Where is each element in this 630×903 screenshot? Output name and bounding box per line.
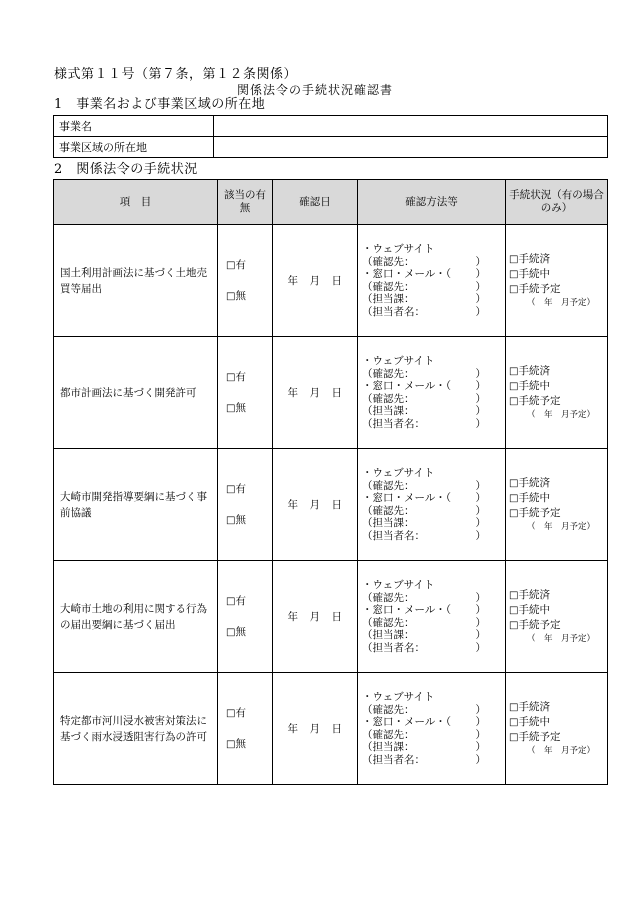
status-done-label: 手続済 (518, 365, 550, 377)
procedure-item-name: 大崎市土地の利用に関する行為の届出要綱に基づく届出 (54, 561, 218, 673)
method-counter-mail: ・窓口・メール・（ (362, 268, 452, 280)
project-name-row (54, 116, 608, 137)
checkbox-icon[interactable]: □ (509, 396, 519, 407)
applicable-cell (218, 561, 273, 673)
checkbox-icon[interactable]: □ (509, 590, 519, 601)
status-done-option[interactable] (509, 588, 606, 603)
method-counter-contact: （確認先： (362, 728, 415, 741)
status-in-progress-option[interactable] (509, 715, 606, 730)
status-in-progress-label: 手続中 (518, 716, 550, 728)
checkbox-icon[interactable]: □ (226, 483, 236, 495)
checkbox-icon[interactable]: □ (509, 620, 519, 631)
confirmation-date-field[interactable]: 年 月 日 (273, 449, 358, 561)
applicable-no-option[interactable] (226, 289, 271, 304)
checkbox-icon[interactable]: □ (226, 738, 236, 750)
checkbox-icon[interactable]: □ (509, 284, 519, 295)
method-person: （担当者名： (362, 753, 425, 766)
procedure-row (54, 225, 608, 337)
applicable-yes-option[interactable] (226, 706, 271, 721)
applicable-no-label: 無 (235, 513, 246, 526)
applicable-yes-option[interactable] (226, 370, 271, 385)
close-paren: ） (475, 504, 486, 517)
status-planned-label: 手続予定 (518, 731, 561, 743)
checkbox-icon[interactable]: □ (509, 269, 519, 280)
close-paren: ） (475, 280, 486, 293)
project-name-label: 事業名 (54, 116, 214, 137)
checkbox-icon[interactable]: □ (509, 732, 519, 743)
procedure-row (54, 449, 608, 561)
close-paren: ） (475, 753, 486, 766)
document-title: 関係法令の手続状況確認書 (236, 83, 393, 97)
form-number: 様式第１１号（第７条，第１２条関係） (54, 67, 298, 82)
close-paren: ） (475, 716, 486, 728)
checkbox-icon[interactable]: □ (509, 702, 519, 713)
procedure-item-name: 国土利用計画法に基づく土地売買等届出 (54, 225, 218, 337)
close-paren: ） (475, 405, 486, 417)
method-website-contact: （確認先： (362, 255, 415, 268)
confirmation-method-cell[interactable] (358, 225, 506, 337)
confirmation-method-cell[interactable] (358, 561, 506, 673)
project-info-table (53, 115, 608, 158)
close-paren: ） (475, 629, 486, 641)
applicable-no-option[interactable] (226, 625, 271, 640)
status-in-progress-label: 手続中 (518, 492, 550, 504)
status-in-progress-option[interactable] (509, 603, 606, 618)
checkbox-icon[interactable]: □ (509, 381, 519, 392)
close-paren: ） (475, 492, 486, 504)
close-paren: ） (475, 367, 486, 380)
applicable-yes-option[interactable] (226, 594, 271, 609)
checkbox-icon[interactable]: □ (226, 371, 236, 383)
method-website-contact: （確認先： (362, 591, 415, 604)
status-in-progress-label: 手続中 (518, 268, 550, 280)
close-paren: ） (475, 604, 486, 616)
status-planned-option[interactable] (509, 506, 606, 521)
checkbox-icon[interactable]: □ (509, 478, 519, 489)
checkbox-icon[interactable]: □ (226, 259, 236, 271)
method-counter-mail: ・窓口・メール・（ (362, 380, 452, 392)
section2-heading: 2 関係法令の手続状況 (54, 162, 198, 177)
method-website: ・ウェブサイト (362, 355, 435, 367)
method-counter-mail: ・窓口・メール・（ (362, 604, 452, 616)
confirmation-date-field[interactable]: 年 月 日 (273, 225, 358, 337)
status-in-progress-label: 手続中 (518, 380, 550, 392)
applicable-no-option[interactable] (226, 513, 271, 528)
status-done-option[interactable] (509, 700, 606, 715)
method-website-contact: （確認先： (362, 703, 415, 716)
close-paren: ） (475, 293, 486, 305)
section1-heading: 1 事業名および事業区域の所在地 (54, 97, 266, 112)
checkbox-icon[interactable]: □ (509, 508, 519, 519)
procedure-status-cell (506, 337, 608, 449)
status-in-progress-option[interactable] (509, 267, 606, 282)
status-planned-month[interactable]: （ 年 月予定） (527, 522, 596, 532)
checkbox-icon[interactable]: □ (226, 626, 236, 638)
confirmation-date-field[interactable]: 年 月 日 (273, 337, 358, 449)
applicable-yes-label: 有 (235, 594, 246, 607)
method-counter-contact: （確認先： (362, 616, 415, 629)
header-status: 手続状況（有の場合のみ） (506, 180, 608, 225)
applicable-yes-label: 有 (235, 370, 246, 383)
close-paren: ） (475, 268, 486, 280)
status-in-progress-label: 手続中 (518, 604, 550, 616)
procedure-item-name: 都市計画法に基づく開発許可 (54, 337, 218, 449)
close-paren: ） (475, 741, 486, 753)
procedure-status-table (53, 179, 608, 785)
method-section: （担当課： (362, 405, 415, 417)
close-paren: ） (475, 517, 486, 529)
method-section: （担当課： (362, 517, 415, 529)
method-person: （担当者名： (362, 641, 425, 654)
status-in-progress-option[interactable] (509, 379, 606, 394)
checkbox-icon[interactable]: □ (509, 366, 519, 377)
close-paren: ） (475, 392, 486, 405)
status-planned-label: 手続予定 (518, 395, 561, 407)
checkbox-icon[interactable]: □ (509, 254, 519, 265)
status-planned-label: 手続予定 (518, 507, 561, 519)
applicable-no-label: 無 (235, 737, 246, 750)
status-planned-month[interactable]: （ 年 月予定） (527, 298, 596, 308)
applicable-no-label: 無 (235, 289, 246, 302)
status-done-option[interactable] (509, 364, 606, 379)
close-paren: ） (475, 616, 486, 629)
applicable-cell (218, 449, 273, 561)
close-paren: ） (475, 641, 486, 654)
method-website: ・ウェブサイト (362, 467, 435, 479)
applicable-cell (218, 337, 273, 449)
applicable-yes-option[interactable] (226, 258, 271, 273)
header-applicable: 該当の有無 (218, 180, 273, 225)
applicable-yes-label: 有 (235, 706, 246, 719)
method-person: （担当者名： (362, 305, 425, 318)
method-section: （担当課： (362, 741, 415, 753)
project-location-row (54, 137, 608, 158)
status-planned-label: 手続予定 (518, 619, 561, 631)
method-counter-contact: （確認先： (362, 392, 415, 405)
procedure-item-name: 大崎市開発指導要綱に基づく事前協議 (54, 449, 218, 561)
applicable-yes-label: 有 (235, 258, 246, 271)
header-item: 項 目 (54, 180, 218, 225)
checkbox-icon[interactable]: □ (226, 402, 236, 414)
method-counter-contact: （確認先： (362, 280, 415, 293)
procedure-status-cell (506, 225, 608, 337)
applicable-no-option[interactable] (226, 737, 271, 752)
method-section: （担当課： (362, 293, 415, 305)
project-location-label: 事業区域の所在地 (54, 137, 214, 158)
applicable-cell (218, 225, 273, 337)
confirmation-date-field[interactable]: 年 月 日 (273, 673, 358, 785)
method-counter-mail: ・窓口・メール・（ (362, 492, 452, 504)
checkbox-icon[interactable]: □ (226, 595, 236, 607)
applicable-no-option[interactable] (226, 401, 271, 416)
procedure-status-cell (506, 449, 608, 561)
status-done-option[interactable] (509, 476, 606, 491)
confirmation-date-field[interactable]: 年 月 日 (273, 561, 358, 673)
close-paren: ） (475, 380, 486, 392)
close-paren: ） (475, 479, 486, 492)
close-paren: ） (475, 728, 486, 741)
confirmation-method-cell[interactable] (358, 337, 506, 449)
status-done-label: 手続済 (518, 589, 550, 601)
close-paren: ） (475, 591, 486, 604)
method-person: （担当者名： (362, 529, 425, 542)
status-done-label: 手続済 (518, 477, 550, 489)
header-method: 確認方法等 (358, 180, 506, 225)
method-website-contact: （確認先： (362, 367, 415, 380)
method-website: ・ウェブサイト (362, 579, 435, 591)
project-name-field[interactable] (214, 116, 608, 137)
status-planned-option[interactable] (509, 730, 606, 745)
procedure-item-name: 特定都市河川浸水被害対策法に基づく雨水浸透阻害行為の許可 (54, 673, 218, 785)
procedure-status-cell (506, 673, 608, 785)
checkbox-icon[interactable]: □ (509, 605, 519, 616)
checkbox-icon[interactable]: □ (226, 290, 236, 302)
procedure-status-cell (506, 561, 608, 673)
status-done-option[interactable] (509, 252, 606, 267)
method-website-contact: （確認先： (362, 479, 415, 492)
procedure-row (54, 561, 608, 673)
checkbox-icon[interactable]: □ (509, 717, 519, 728)
status-done-label: 手続済 (518, 701, 550, 713)
applicable-yes-label: 有 (235, 482, 246, 495)
method-section: （担当課： (362, 629, 415, 641)
procedure-header-row (54, 180, 608, 225)
status-planned-option[interactable] (509, 282, 606, 297)
applicable-no-label: 無 (235, 401, 246, 414)
status-planned-option[interactable] (509, 618, 606, 633)
confirmation-method-cell[interactable] (358, 673, 506, 785)
status-done-label: 手続済 (518, 253, 550, 265)
status-planned-month[interactable]: （ 年 月予定） (527, 410, 596, 420)
procedure-row (54, 673, 608, 785)
applicable-yes-option[interactable] (226, 482, 271, 497)
applicable-no-label: 無 (235, 625, 246, 638)
method-person: （担当者名： (362, 417, 425, 430)
project-location-field[interactable] (214, 137, 608, 158)
method-counter-contact: （確認先： (362, 504, 415, 517)
close-paren: ） (475, 305, 486, 318)
method-counter-mail: ・窓口・メール・（ (362, 716, 452, 728)
status-in-progress-option[interactable] (509, 491, 606, 506)
checkbox-icon[interactable]: □ (226, 514, 236, 526)
method-website: ・ウェブサイト (362, 243, 435, 255)
close-paren: ） (475, 255, 486, 268)
checkbox-icon[interactable]: □ (509, 493, 519, 504)
close-paren: ） (475, 417, 486, 430)
status-planned-label: 手続予定 (518, 283, 561, 295)
status-planned-option[interactable] (509, 394, 606, 409)
close-paren: ） (475, 703, 486, 716)
method-website: ・ウェブサイト (362, 691, 435, 703)
applicable-cell (218, 673, 273, 785)
status-planned-month[interactable]: （ 年 月予定） (527, 634, 596, 644)
procedure-row (54, 337, 608, 449)
status-planned-month[interactable]: （ 年 月予定） (527, 746, 596, 756)
checkbox-icon[interactable]: □ (226, 707, 236, 719)
confirmation-method-cell[interactable] (358, 449, 506, 561)
close-paren: ） (475, 529, 486, 542)
header-date: 確認日 (273, 180, 358, 225)
